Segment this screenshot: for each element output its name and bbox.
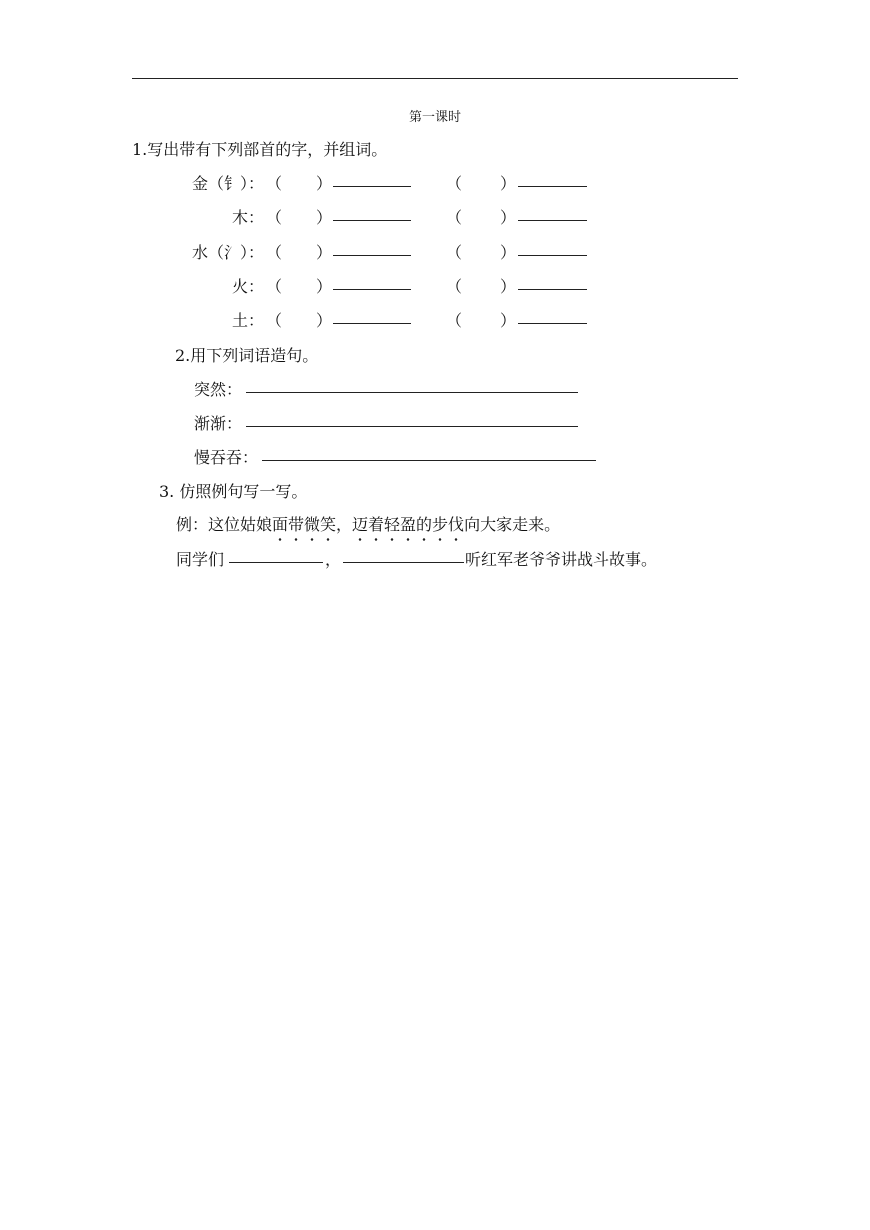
q1-prompt: 1.写出带有下列部首的字，并组词。 — [132, 140, 388, 159]
word-blank[interactable] — [518, 323, 587, 324]
radical-label: 金（钅）： — [191, 174, 264, 193]
paren-open: （ — [446, 277, 463, 296]
phrase-blank[interactable] — [343, 562, 464, 563]
sentence-blank[interactable] — [246, 392, 578, 393]
paren-close: ） — [316, 277, 333, 296]
paren-open: （ — [446, 311, 463, 330]
q3-prompt: 3. 仿照例句写一写。 — [159, 482, 308, 501]
word-blank[interactable] — [518, 186, 587, 187]
paren-close: ） — [500, 277, 517, 296]
phrase-blank[interactable] — [229, 562, 323, 563]
word-label: 慢吞吞： — [194, 448, 259, 467]
word-label: 渐渐： — [194, 414, 243, 433]
sentence-blank[interactable] — [262, 460, 596, 461]
word-blank[interactable] — [518, 289, 587, 290]
paren-open: （ — [266, 311, 283, 330]
radical-label: 木： — [231, 208, 264, 227]
paren-close: ） — [500, 208, 517, 227]
paren-open: （ — [266, 208, 283, 227]
paren-open: （ — [446, 174, 463, 193]
q2-prompt: 2.用下列词语造句。 — [175, 346, 319, 365]
emphasis-phrase: 面带微笑 — [272, 512, 336, 535]
word-blank[interactable] — [333, 289, 411, 290]
paren-close: ） — [316, 311, 333, 330]
paren-close: ） — [316, 174, 333, 193]
example-suffix: 向大家走来。 — [464, 515, 561, 534]
word-blank[interactable] — [333, 220, 411, 221]
exercise-suffix: 听红军老爷爷讲战斗故事。 — [465, 550, 658, 569]
word-blank[interactable] — [518, 255, 587, 256]
example-prefix: 例：这位姑娘 — [176, 515, 273, 534]
header-rule — [132, 78, 738, 79]
paren-open: （ — [446, 243, 463, 262]
paren-close: ） — [500, 174, 517, 193]
paren-close: ） — [316, 208, 333, 227]
word-label: 突然： — [194, 380, 243, 399]
word-blank[interactable] — [333, 186, 411, 187]
paren-open: （ — [266, 243, 283, 262]
word-blank[interactable] — [333, 255, 411, 256]
exercise-prefix: 同学们 — [176, 550, 225, 569]
example-comma: ， — [336, 515, 353, 534]
sentence-blank[interactable] — [246, 426, 578, 427]
paren-open: （ — [266, 174, 283, 193]
lesson-title: 第一课时 — [408, 110, 461, 125]
paren-close: ） — [500, 311, 517, 330]
paren-open: （ — [446, 208, 463, 227]
exercise-comma: ， — [325, 550, 342, 569]
paren-close: ） — [316, 243, 333, 262]
word-blank[interactable] — [333, 323, 411, 324]
paren-close: ） — [500, 243, 517, 262]
word-blank[interactable] — [518, 220, 587, 221]
radical-label: 土： — [231, 311, 264, 330]
example-sentence — [176, 512, 560, 535]
emphasis-phrase: 迈着轻盈的步伐 — [352, 512, 464, 535]
radical-label: 火： — [231, 277, 264, 296]
radical-label: 水（氵）： — [191, 243, 264, 262]
paren-open: （ — [266, 277, 283, 296]
